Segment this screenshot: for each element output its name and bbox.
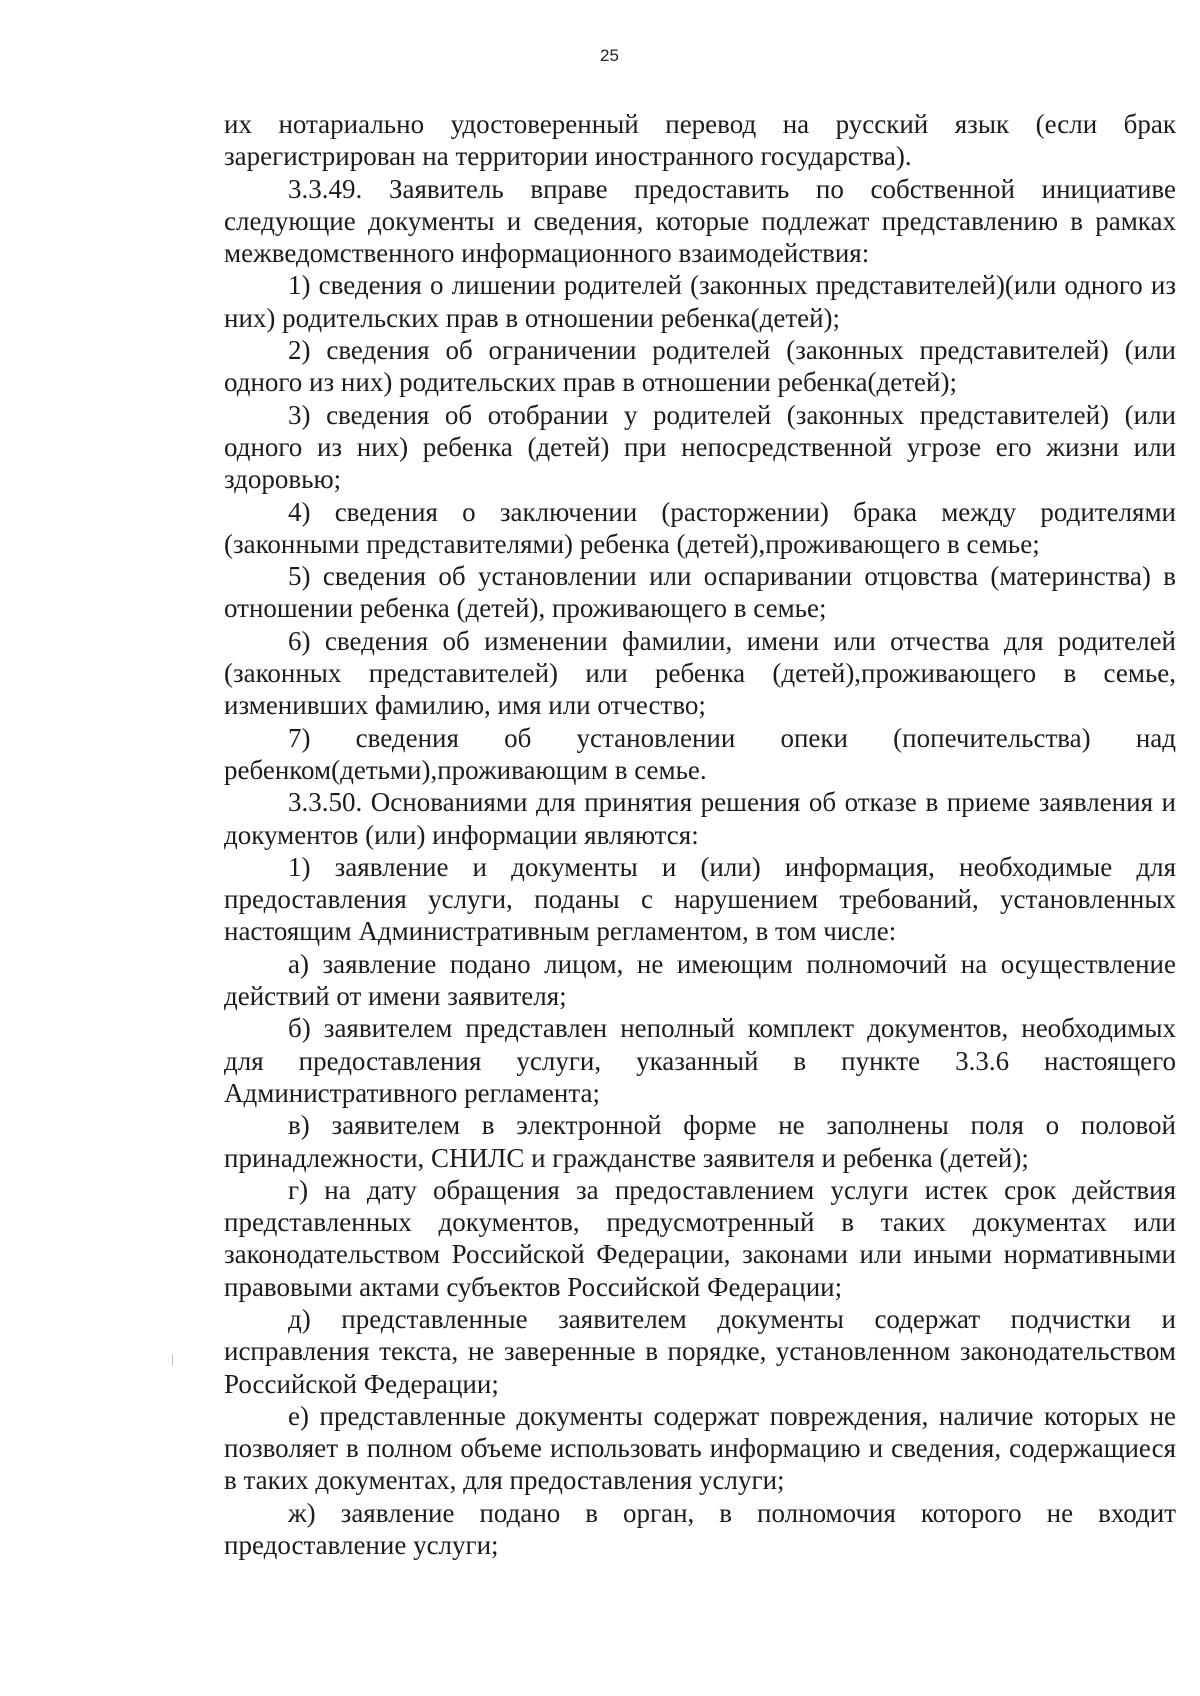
paragraph: ж) заявление подано в орган, в полномочия которого не входит предоставление услуги;: [224, 1497, 1176, 1561]
paragraph: 1) заявление и документы и (или) информация, необходимые для предоставления услуги, поданы с нарушением требований, установленных настоящим Административным регламентом, в том числе:: [224, 851, 1176, 947]
paragraph: 6) сведения об изменении фамилии, имени или отчества для родителей (законных представителей) или ребенка (детей),проживающего в семье, изменивших фамилию, имя или отчество;: [224, 625, 1176, 721]
page-number: 25: [600, 46, 619, 65]
paragraph: 7) сведения об установлении опеки (попечительства) над ребенком(детьми),проживающим в семье.: [224, 722, 1176, 785]
scan-margin-mark: [172, 1355, 173, 1365]
paragraph: 5) сведения об установлении или оспаривании отцовства (материнства) в отношении ребенка (детей), проживающего в семье;: [224, 561, 1176, 624]
paragraph: в) заявителем в электронной форме не заполнены поля о половой принадлежности, СНИЛС и гражданстве заявителя и ребенка (детей);: [224, 1110, 1176, 1173]
paragraph: е) представленные документы содержат повреждения, наличие которых не позволяет в полном объеме использовать информацию и сведения, содержащиеся в таких документах, для предоставления услуги;: [224, 1400, 1176, 1496]
paragraph: 2) сведения об ограничении родителей (законных представителей) (или одного из них) родительских прав в отношении ребенка(детей);: [224, 335, 1176, 398]
paragraph: 3) сведения об отобрании у родителей (законных представителей) (или одного из них) ребенка (детей) при непосредственной угрозе его жизни или здоровью;: [224, 399, 1176, 495]
document-body: [224, 108, 1176, 1561]
paragraph: 3.3.50. Основаниями для принятия решения об отказе в приеме заявления и документов (или) информации являются:: [224, 787, 1176, 850]
paragraph: г) на дату обращения за предоставлением услуги истек срок действия представленных документов, предусмотренный в таких документах или законодательством Российской Федерации, законами или иными нормативными правовыми актами субъектов Российской Федерации;: [224, 1174, 1176, 1302]
paragraph: 1) сведения о лишении родителей (законных представителей)(или одного из них) родительских прав в отношении ребенка(детей);: [224, 270, 1176, 333]
paragraph: 3.3.49. Заявитель вправе предоставить по собственной инициативе следующие документы и сведения, которые подлежат представлению в рамках межведомственного информационного взаимодействия:: [224, 173, 1176, 269]
paragraph: б) заявителем представлен неполный комплект документов, необходимых для предоставления услуги, указанный в пункте 3.3.6 настоящего Административного регламента;: [224, 1013, 1176, 1108]
paragraph: 4) сведения о заключении (расторжении) брака между родителями (законными представителями) ребенка (детей),проживающего в семье;: [224, 496, 1176, 559]
paragraph: их нотариально удостоверенный перевод на русский язык (если брак зарегистрирован на территории иностранного государства).: [224, 109, 1176, 172]
paragraph: д) представленные заявителем документы содержат подчистки и исправления текста, не заверенные в порядке, установленном законодательством Российской Федерации;: [224, 1303, 1176, 1399]
paragraph: а) заявление подано лицом, не имеющим полномочий на осуществление действий от имени заявителя;: [224, 948, 1176, 1012]
